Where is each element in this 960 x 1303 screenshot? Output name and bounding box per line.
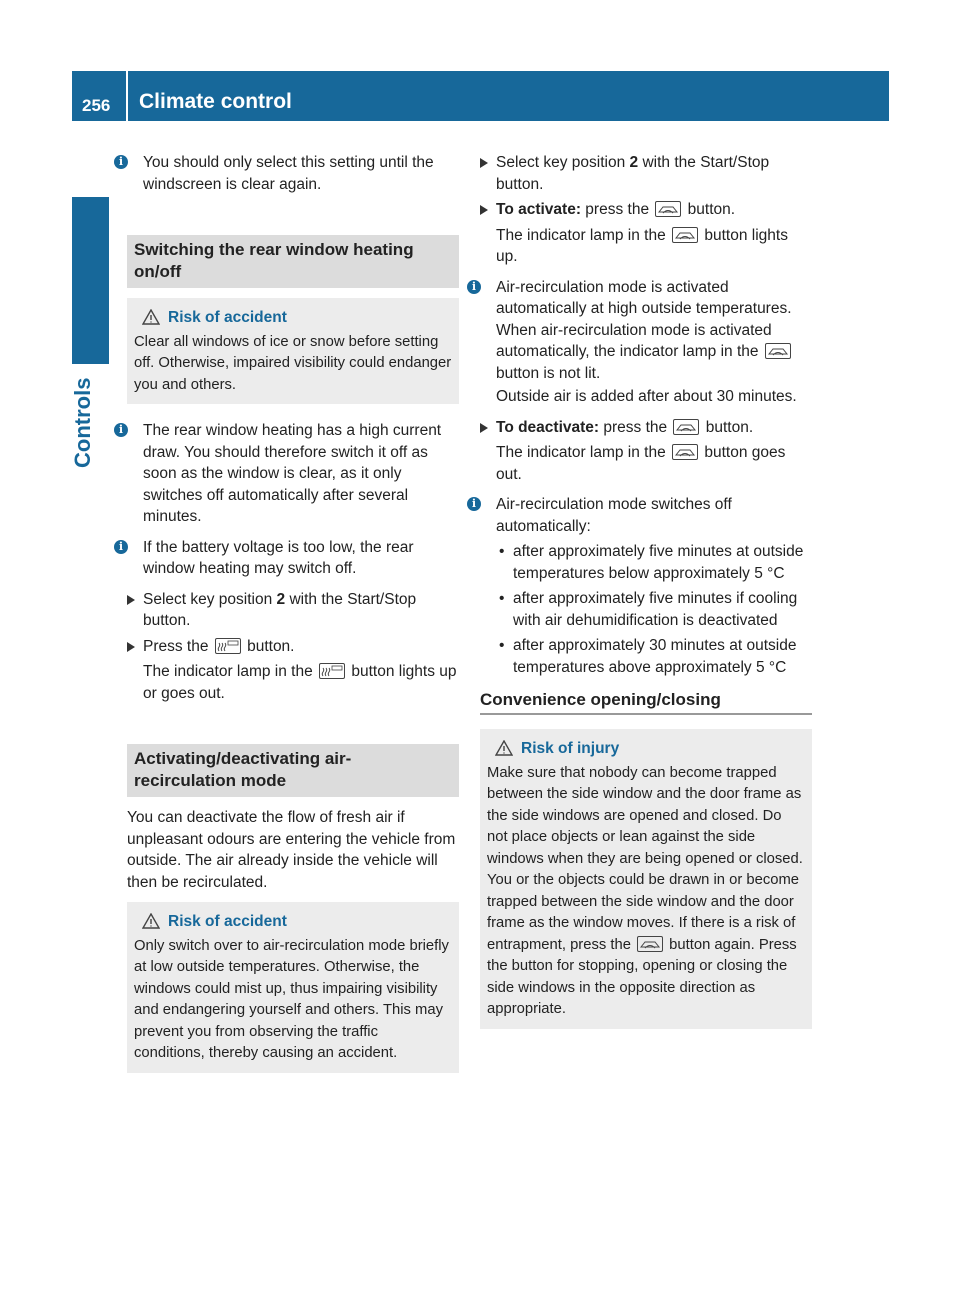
section-heading-rear-window: Switching the rear window heating on/off [127,235,459,288]
section-heading-convenience: Convenience opening/closing [480,690,812,715]
info-icon: i [114,155,128,169]
info-note: i Air-recirculation mode is activated automatically at high outside temperatures. When air-recirculation mode is activated automatically, the indicator lamp in the button is not lit. [480,277,812,385]
rear-window-heating-icon [215,638,241,654]
list-item: • after approximately 30 minutes at outside temperatures above approximately 5 °C [499,637,797,676]
air-recirculation-icon [655,201,681,217]
instruction-step: To activate: press the button. [480,199,812,221]
instruction-step: Press the button. [127,636,459,658]
warning-title: Risk of accident [134,307,452,329]
bullet-icon: • [499,590,505,607]
right-column [471,152,812,1045]
step-arrow-icon [127,642,135,652]
info-icon: i [114,423,128,437]
side-tab-marker [72,197,109,364]
step-result: The indicator lamp in the button lights up. [496,226,788,265]
warning-box [127,298,459,404]
side-tab-label: Controls [70,377,95,468]
header-divider [126,71,128,121]
step-result: The indicator lamp in the button lights up or goes out. [143,663,457,702]
warning-title: Risk of injury [487,738,805,760]
air-recirculation-icon [672,227,698,243]
warning-text: Make sure that nobody can become trapped between the side window and the door frame as the side windows are opened and closed. Do not place objects or lean against the side windows when they are being opened or closed. You or the objects could be drawn in or become trapped between the side window and the door frame as the window moves. If there is a risk of entrapment, press the button again. Press the button for stopping, opening or closing the side windows in the opposite direction as appropriate. [487,764,803,1017]
info-icon: i [467,280,481,294]
left-column [118,152,459,1089]
warning-text: Clear all windows of ice or snow before setting off. Otherwise, impaired visibility could endanger you and others. [134,333,452,393]
info-note: i Air-recirculation mode switches off automatically: [480,494,812,537]
air-recirculation-icon [765,343,791,359]
info-note: i If the battery voltage is too low, the rear window heating may switch off. [127,537,459,580]
warning-box [480,729,812,1029]
info-note-continued: Outside air is added after about 30 minutes. [496,388,797,405]
list-item: • after approximately five minutes at outside temperatures below approximately 5 °C [499,543,804,582]
step-result: The indicator lamp in the button goes out. [496,444,786,483]
instruction-step: Select key position 2 with the Start/Stop button. [127,589,459,632]
info-note: i You should only select this setting until the windscreen is clear again. [127,152,459,195]
warning-text: Only switch over to air-recirculation mode briefly at low outside temperatures. Otherwise, the windows could mist up, thus impairing visibility and endangering yourself and others. This may prevent you from observing the traffic conditions, thereby causing an accident. [134,937,449,1061]
info-icon: i [467,497,481,511]
step-arrow-icon [480,205,488,215]
paragraph: You can deactivate the flow of fresh air if unpleasant odours are entering the vehicle from outside. The air already inside the vehicle will then be recirculated. [127,809,456,891]
warning-box [127,902,459,1073]
rear-window-heating-icon [319,663,345,679]
air-recirculation-icon [637,936,663,952]
bullet-icon: • [499,543,505,560]
air-recirculation-icon [672,444,698,460]
page-title: Climate control [139,90,292,113]
info-note: i The rear window heating has a high current draw. You should therefore switch it off as soon as the window is clear, as it only switches off automatically after several minutes. [127,420,459,528]
instruction-step: Select key position 2 with the Start/Stop button. [480,152,812,195]
step-arrow-icon [480,423,488,433]
list-item: • after approximately five minutes if cooling with air dehumidification is deactivated [499,590,798,629]
step-arrow-icon [127,595,135,605]
page-number: 256 [82,96,111,115]
instruction-step: To deactivate: press the button. [480,417,812,439]
warning-title: Risk of accident [134,911,452,933]
air-recirculation-icon [673,419,699,435]
step-arrow-icon [480,158,488,168]
info-icon: i [114,540,128,554]
bullet-icon: • [499,637,505,654]
section-heading-air-recirculation: Activating/deactivating air-recirculation mode [127,744,459,797]
